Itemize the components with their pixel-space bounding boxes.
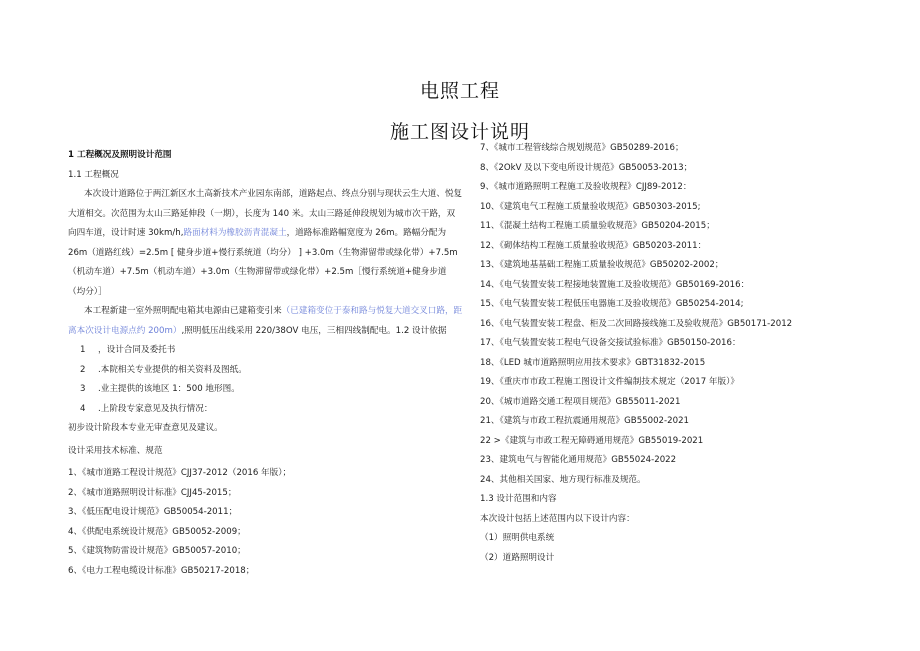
standard-item: 17、《电气装置安装工程电气设备交接试验标准》GB50150-2016：: [480, 338, 741, 348]
overview-text-b: ，道路标准路幅宽度为 26m。路幅分配为 26m（道路红线）=2.5m [ 健身步道+慢行系统道（均分） ] +3.0m（生物滞留带或绿化带）+7.5m（机动车道）+7.5m（机动车道）+3.0m（生物滞留带或绿化带）+2.5m［慢行系统道+健身步道（均分）］: [68, 228, 458, 297]
basis-note: 初步设计阶段本专业无审查意见及建议。: [68, 423, 223, 433]
standards-title: 设计采用技术标准、规范: [68, 445, 163, 456]
basis-item: 2 .本院相关专业提供的相关资料及图纸。: [80, 364, 247, 375]
scope-item: （2）道路照明设计: [480, 552, 555, 563]
standard-item: 14、《电气装置安装工程接地装置施工及验收规范》GB50169-2016：: [480, 279, 750, 290]
scope-item: （1）照明供电系统: [480, 533, 555, 543]
overview-text-highlight: 路面材料为橡胶沥青混凝土: [183, 228, 287, 238]
standard-item: 18、《LED 城市道路照明应用技术要求》GBT31832-2015: [480, 357, 706, 368]
scope-intro: 本次设计包括上述范围内以下设计内容：: [480, 513, 635, 524]
standard-item: 23、建筑电气与智能化通用规范》GB55024-2022: [480, 455, 677, 465]
document-subtitle: 施工图设计说明: [389, 121, 530, 143]
standard-item: 6、《电力工程电缆设计标准》GB50217-2018；: [68, 565, 255, 576]
standard-item: 9、《城市道路照明工程施工及验收规程》CJJ89-2012：: [480, 182, 692, 192]
standard-item: 20、《城市道路交通工程项目规范》GB55011-2021: [480, 396, 681, 407]
standard-item: 24、其他相关国家、地方现行标准及规范。: [480, 474, 646, 485]
basis-item: 1 ，设计合同及委托书: [80, 345, 176, 355]
right-column: [480, 139, 860, 568]
standard-item: 22 >《建筑与市政工程无障碍通用规范》GB55019-2021: [480, 435, 704, 446]
basis-item: 3 .业主提供的该地区 1：500 地形图。: [80, 384, 240, 394]
standard-item: 4、《供配电系统设计规范》GB50052-2009；: [68, 526, 246, 537]
standard-item: 21、《建筑与市政工程抗震通用规范》GB55002-2021: [480, 416, 690, 426]
section-heading-1: 1 工程概况及照明设计范围: [68, 150, 172, 160]
power-supply-paragraph: [68, 302, 463, 341]
basis-item: 4 .上阶段专家意见及执行情况：: [80, 403, 213, 414]
left-column: [68, 146, 463, 581]
power-text-highlight: （已建箱变位于泰和路与悦复大道交叉口路，距离本次设计电源点约 200m）: [68, 306, 463, 336]
standard-item: 1、《城市道路工程设计规范》CJJ37-2012（2016 年版）；: [68, 468, 292, 478]
power-text-a: 本工程新建一室外照明配电箱其电源由已建箱变引来: [84, 306, 282, 316]
subsection-heading-1-1: 1.1 工程概况: [68, 169, 119, 180]
document-title: 电照工程: [419, 80, 500, 102]
standard-item: 8、《2OkV 及以下变电所设计规范》GB50053-2013；: [480, 162, 693, 173]
power-text-b: ,照明低压出线采用 220/38OV 电压，三相四线制配电。1.2 设计依据: [181, 325, 447, 336]
standard-item: 15、《电气装置安装工程低压电器施工及验收规范》GB50254-2014;: [480, 299, 744, 309]
overview-text-a: 本次设计道路位于两江新区水土高新技术产业园东南部，道路起点、终点分别与现状云生大道、悦复大道相交。次范围为太山三路延伸段（一期），长度为 140 米。太山三路延伸段规划为城市次干路，双向四车道，设计时速 30km/h,: [68, 189, 463, 238]
standard-item: 11、《混凝土结构工程施工质量验收规范》GB50204-2015；: [480, 221, 715, 231]
standard-item: 13、《建筑地基基础工程施工质量验收规范》GB50202-2002；: [480, 260, 724, 270]
standard-item: 7、《城市工程管线综合规划规范》GB50289-2016；: [480, 143, 684, 153]
section-heading-1-3: 1.3 设计范围和内容: [480, 494, 557, 504]
standard-item: 16、《电气装置安装工程盘、柜及二次回路接线施工及验收规范》GB50171-2012: [480, 318, 793, 329]
standard-item: 5、《建筑物防雷设计规范》GB50057-2010；: [68, 546, 246, 556]
project-overview-paragraph: [68, 185, 463, 302]
standard-item: 10、《建筑电气工程施工质量验收规范》GB50303-2015;: [480, 201, 701, 212]
standard-item: 12、《砌体结构工程施工质量验收规范》GB50203-2011：: [480, 240, 707, 251]
standard-item: 3、《低压配电设计规范》GB50054-2011；: [68, 507, 238, 517]
standard-item: 19、《重庆市市政工程施工图设计文件编制技术规定（2017 年版）》: [480, 377, 739, 387]
standard-item: 2、《城市道路照明设计标准》CJJ45-2015；: [68, 487, 237, 498]
